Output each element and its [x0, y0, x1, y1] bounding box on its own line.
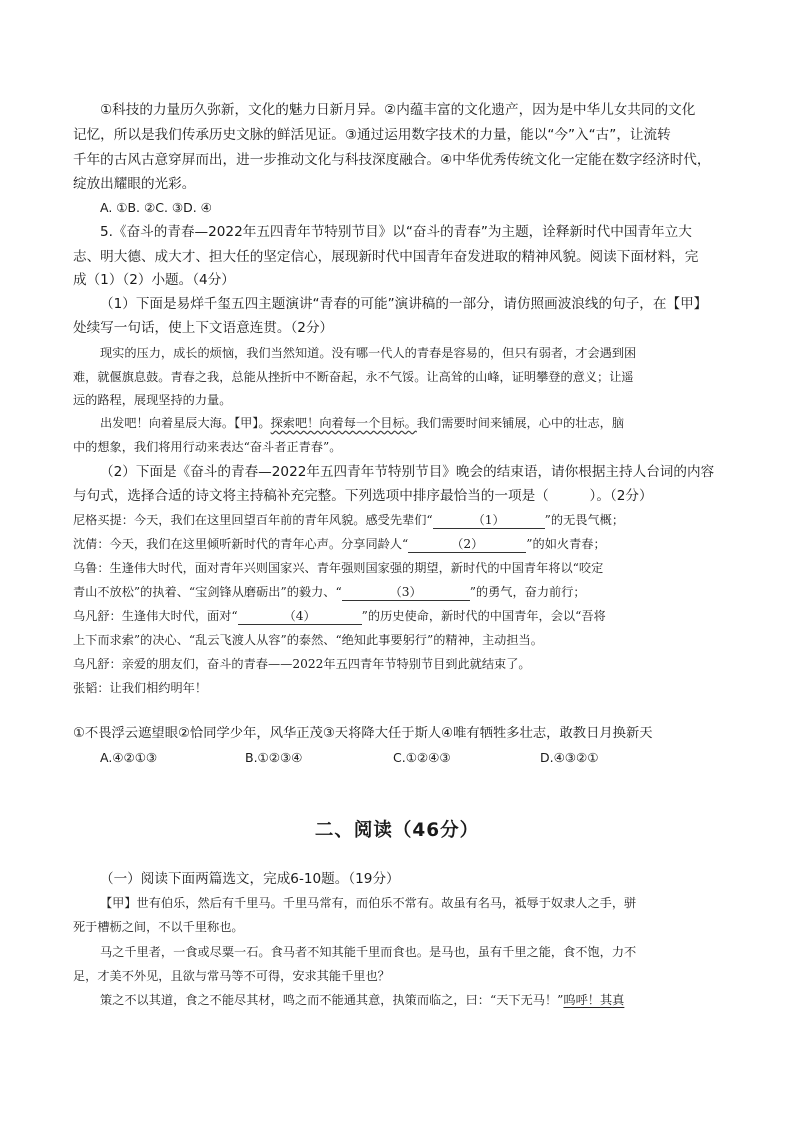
classical-line-2: 死于槽枥之间，不以千里称也。 — [73, 920, 244, 934]
script-line-1 — [73, 510, 624, 530]
script-text: 尼格买提：今天，我们在这里回望百年前的青年风貌。感受先辈们“ — [73, 513, 433, 527]
q5-line-1: 5.《奋斗的青春—2022年五四青年节特别节目》以“奋斗的青春”为主题，诠释新时代中国青年立大 — [100, 224, 692, 240]
option-b: B.①②③④ — [245, 750, 303, 765]
speech-line-4 — [100, 413, 624, 433]
classical-text: 策之不以其道，食之不能尽其材，鸣之而不能通其意，执策而临之，曰：“天下无马！” — [100, 993, 564, 1007]
script-line-3: 乌鲁：生逢伟大时代，面对青年兴则国家兴、青年强则国家强的期望，新时代的中国青年将以“咬定 — [73, 561, 604, 575]
classical-line-5 — [100, 990, 624, 1010]
q5-line-2: 志、明大德、成大才、担大任的坚定信心，展现新时代中国青年奋发进取的精神风貌。阅读下面材料，完 — [73, 249, 699, 265]
blank-3: （3） — [342, 584, 470, 601]
q4-line-2: 记忆，所以是我们传承历史文脉的鲜活见证。③通过运用数字技术的力量，能以“今”入“古”，让流转 — [73, 127, 671, 143]
script-text: 青山不放松”的执着、“宝剑锋从磨砺出”的毅力、“ — [73, 585, 342, 599]
script-text: 沈倩：今天，我们在这里倾听新时代的青年心声。分享同龄人“ — [73, 537, 409, 551]
classical-line-4: 足，才美不外见，且欲与常马等不可得，安求其能千里也？ — [73, 969, 390, 983]
script-text: ”的无畏气概； — [544, 513, 625, 527]
blank-4: （4） — [238, 608, 362, 625]
blank-1: （1） — [433, 512, 545, 529]
q5-sub1-line-1: （1）下面是易烊千玺五四主题演讲“青春的可能”演讲稿的一部分，请仿照画波浪线的句子，在【甲】 — [100, 296, 708, 312]
script-text: ”的如火青春； — [526, 537, 606, 551]
blank-2: （2） — [408, 536, 526, 553]
q4-line-4: 绽放出耀眼的光彩。 — [73, 176, 196, 192]
poem-choices: ①不畏浮云遮望眼②恰同学少年，风华正茂③天将降大任于斯人④唯有牺牲多壮志，敢教日月换新天 — [73, 726, 653, 741]
option-d: D.④③②① — [540, 750, 599, 765]
reading-intro: （一）阅读下面两篇选文，完成6-10题。（19分） — [100, 871, 400, 887]
speech-line-2: 难，就偃旗息鼓。青春之我，总能从挫折中不断奋起，永不气馁。让高耸的山峰，证明攀登的意义；让遥 — [73, 370, 634, 384]
underlined-sentence: 呜呼！其真 — [563, 993, 625, 1007]
script-line-6: 上下而求索”的决心、“乱云飞渡人从容”的泰然、“绝知此事要躬行”的精神，主动担当。 — [73, 633, 543, 647]
q4-line-3: 千年的古风古意穿屏而出，进一步推动文化与科技深度融合。④中华优秀传统文化一定能在数字经济时代， — [73, 152, 711, 168]
speech-line-1: 现实的压力，成长的烦恼，我们当然知道。没有哪一代人的青春是容易的，但只有弱者，才会遇到困 — [100, 346, 637, 360]
wavy-underlined-sentence: 探索吧！向着每一个目标。 — [270, 416, 417, 430]
script-line-7: 乌凡舒：亲爱的朋友们，奋斗的青春——2022年五四青年节特别节目到此就结束了。 — [73, 657, 531, 671]
q4-line-1: ①科技的力量历久弥新，文化的魅力日新月异。②内蕴丰富的文化遗产，因为是中华儿女共同的文化 — [100, 102, 696, 118]
script-line-8: 张韬：让我们相约明年！ — [73, 681, 208, 695]
q5-sub1-line-2: 处续写一句话，使上下文语意连贯。（2分） — [73, 320, 334, 336]
option-c: C.①②④③ — [393, 750, 451, 765]
section-heading: 二、阅读（46分） — [314, 820, 480, 841]
option-a: A.④②①③ — [100, 750, 158, 765]
q5-sub2-line-2: 与句式，选择合适的诗文将主持稿补充完整。下列选项中排序最恰当的一项是（ ）。（2分） — [73, 488, 653, 504]
speech-continuation: 我们需要时间来铺展，心中的壮志，脑 — [416, 416, 625, 430]
script-text: ”的勇气，奋力前行； — [469, 585, 586, 599]
script-line-5 — [73, 606, 606, 626]
q4-options: A. ①B. ②C. ③D. ④ — [100, 200, 212, 215]
speech-line-3: 远的路程，展现坚持的力量。 — [73, 393, 232, 407]
q5-line-3: 成（1）（2）小题。（4分） — [73, 272, 235, 288]
script-text: 乌凡舒：生逢伟大时代，面对“ — [73, 609, 238, 623]
script-line-2 — [73, 534, 606, 554]
speech-jia-sentence: 出发吧！向着星辰大海。【甲】。 — [100, 416, 271, 430]
classical-line-1: 【甲】世有伯乐，然后有千里马。千里马常有，而伯乐不常有。故虽有名马，祗辱于奴隶人之手，骈 — [100, 896, 637, 910]
q5-sub2-line-1: （2）下面是《奋斗的青春—2022年五四青年节特别节目》晚会的结束语，请你根据主持人台词的内容 — [100, 464, 715, 480]
classical-line-3: 马之千里者，一食或尽粟一石。食马者不知其能千里而食也。是马也，虽有千里之能，食不饱，力不 — [100, 945, 637, 959]
script-line-4 — [73, 582, 586, 602]
speech-line-5: 中的想象，我们将用行动来表达“奋斗者正青春”。 — [73, 440, 342, 454]
script-text: ”的历史使命，新时代的中国青年，会以“吾将 — [361, 609, 606, 623]
